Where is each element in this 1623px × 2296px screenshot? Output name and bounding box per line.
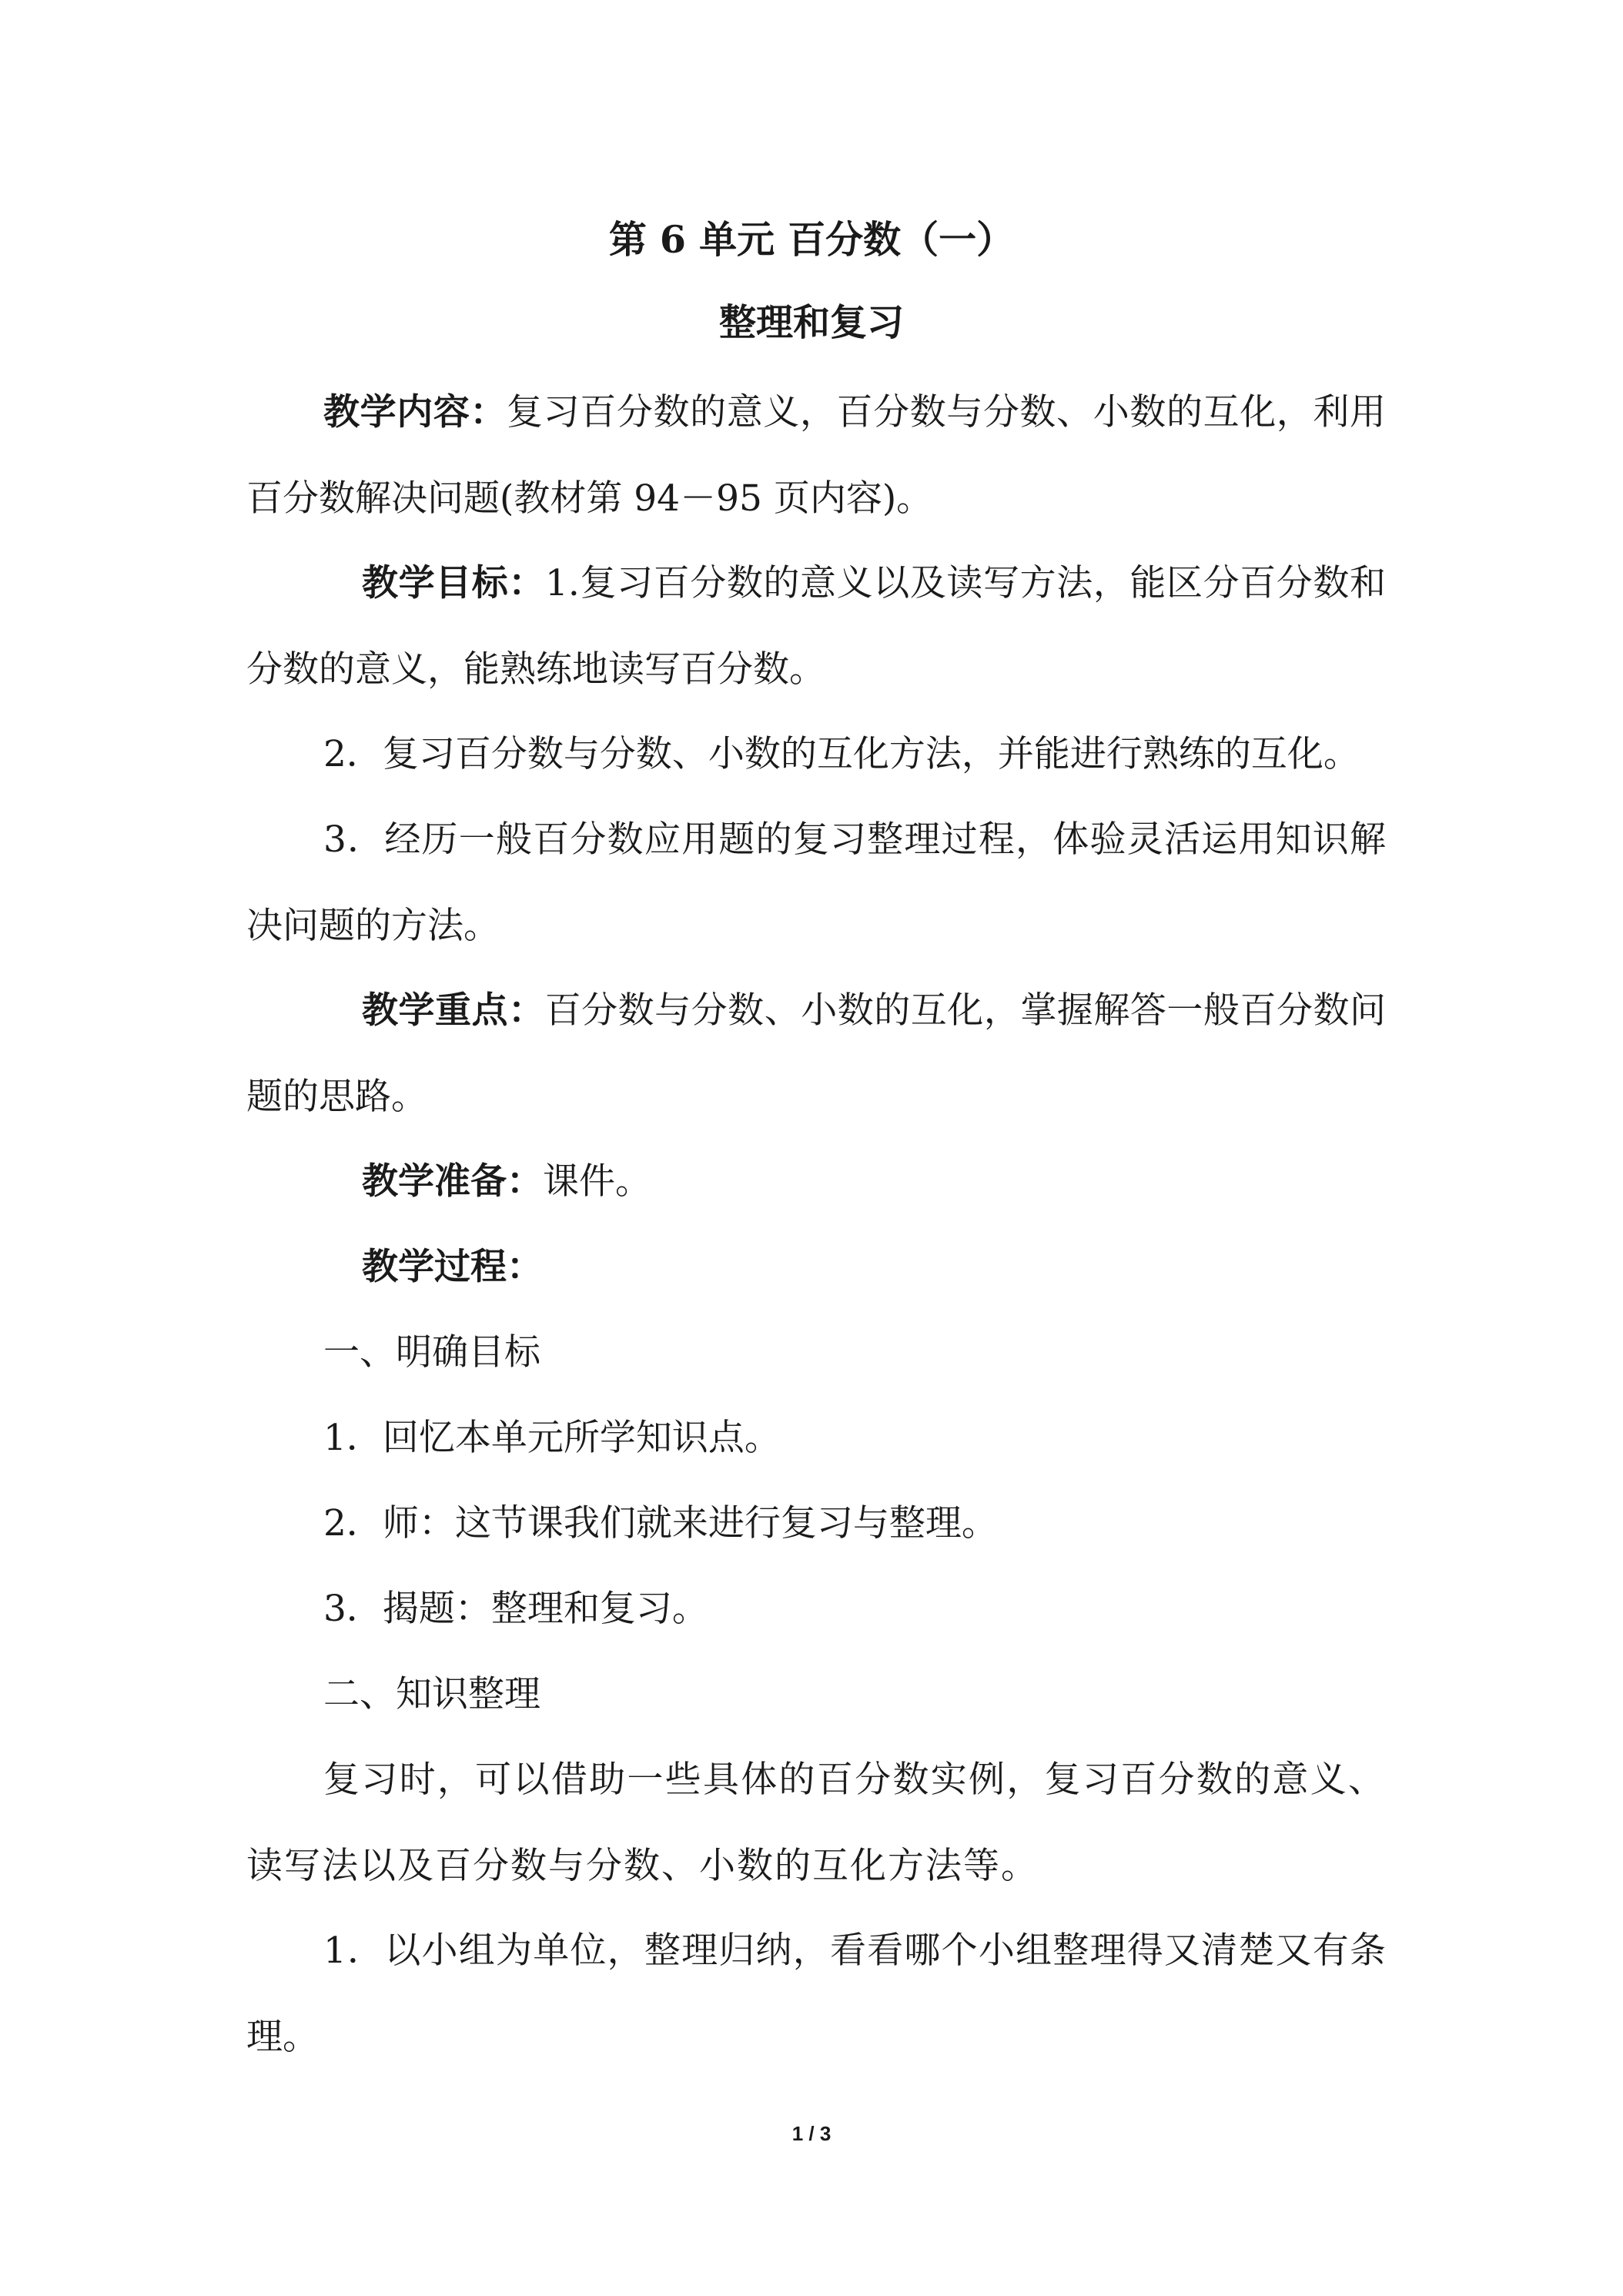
teaching-goals-paragraph	[246, 541, 1386, 713]
page-number: 1 / 3	[791, 2122, 832, 2145]
process-paragraph	[246, 1224, 1386, 1310]
teaching-content-paragraph	[246, 370, 1386, 542]
teaching-goals-label: 教学目标：	[362, 562, 545, 604]
section-1-item-1: 1．回忆本单元所学知识点。	[323, 1417, 781, 1459]
preparation-text: 课件。	[543, 1160, 651, 1203]
teaching-content-label: 教学内容：	[323, 391, 507, 433]
key-points-label: 教学重点：	[362, 989, 545, 1032]
section-subtitle: 整理和复习	[718, 301, 904, 344]
section-1-item-3: 3．揭题：整理和复习。	[323, 1588, 708, 1630]
preparation-paragraph	[246, 1139, 1386, 1225]
teaching-goal-3: 3．经历一般百分数应用题的复习整理过程，体验灵活运用知识解决问题的方法。	[246, 818, 1386, 947]
process-label: 教学过程：	[362, 1246, 543, 1288]
section-1-heading: 一、明确目标	[323, 1331, 540, 1374]
teaching-goal-1: 1.复习百分数的意义以及读写方法，能区分百分数和分数的意义，能熟练地读写百分数。	[246, 562, 1387, 691]
section-1-item-2: 2．师：这节课我们就来进行复习与整理。	[323, 1502, 998, 1545]
section-2-item-1: 1．以小组为单位，整理归纳，看看哪个小组整理得又清楚又有条理。	[246, 1930, 1386, 2058]
teaching-goal-2: 2．复习百分数与分数、小数的互化方法，并能进行熟练的互化。	[323, 733, 1360, 775]
section-2-intro: 复习时，可以借助一些具体的百分数实例，复习百分数的意义、读写法以及百分数与分数、小数的互化方法等。	[246, 1759, 1386, 1887]
preparation-label: 教学准备：	[362, 1160, 543, 1203]
key-points-text: 百分数与分数、小数的互化，掌握解答一般百分数问题的思路。	[246, 989, 1386, 1118]
page-title: 第 6 单元 百分数（一）	[608, 217, 1015, 262]
key-points-paragraph	[246, 968, 1386, 1140]
teaching-content-text: 复习百分数的意义，百分数与分数、小数的互化，利用百分数解决问题(教材第 94－95 页内容)。	[246, 391, 1387, 520]
section-2-heading: 二、知识整理	[323, 1673, 540, 1715]
